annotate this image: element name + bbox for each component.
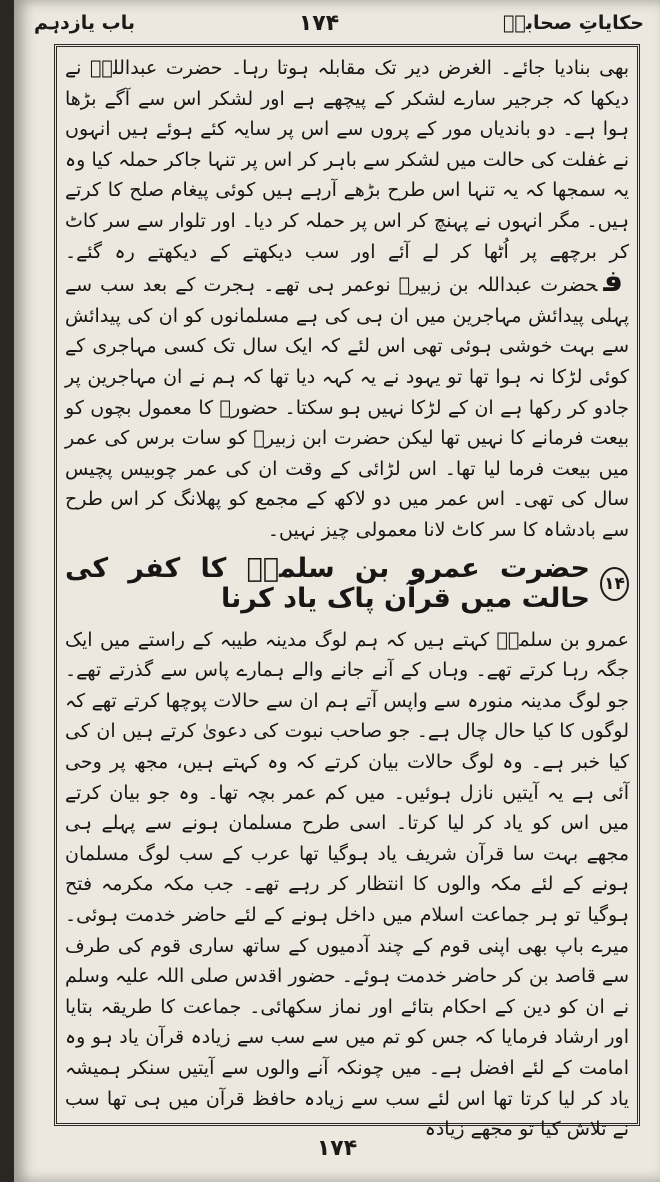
- header-page-number: ۱۷۴: [298, 10, 340, 36]
- paragraph-2: عمرو بن سلمہؓ کہتے ہیں کہ ہم لوگ مدینہ طیبہ کے راستے میں ایک جگہ رہا کرتے تھے۔ وہاں کے آنے جانے والے ہمارے پاس سے گذرتے تھے۔ جو لوگ مدینہ منورہ سے واپس آتے ہم ان سے حالات پوچھا کرتے تھے کہ لوگوں کا کیا حال چال ہے۔ جو صاحب نبوت کی دعویٰ کرتے ہیں ان کی کیا خبر ہے۔ وہ لوگ حالات بیان کرتے کہ وہ کہتے ہیں، مجھ پر وحی آئی ہے یہ آیتیں نازل ہوئیں۔ میں کم عمر بچہ تھا۔ وہ جو بیان کرتے میں اس کو یاد کر لیا کرتا۔ اسی طرح مسلمان ہونے سے پہلے ہی مجھے بہت سا قرآن شریف یاد ہوگیا تھا عرب کے سب لوگ مسلمان ہونے کے لئے مکہ والوں کا انتظار کر رہے تھے۔ جب مکہ مکرمہ فتح ہوگیا تو ہر جماعت اسلام میں داخل ہونے کے لئے حاضر خدمت ہوئی۔ میرے باپ بھی اپنی قوم کے چند آدمیوں کے ساتھ ساری قوم کی طرف سے قاصد بن کر حاضر خدمت ہوئے۔ حضور اقدس صلی اللہ علیہ وسلم نے ان کو دین کے احکام بتائے اور نماز سکھائی۔ جماعت کا طریقہ بتایا اور ارشاد فرمایا کہ جس کو تم میں سے سب سے زیادہ قرآن یاد ہو وہ امامت کے لئے افضل ہے۔ میں چونکہ آنے والوں سے آیتیں سنکر ہمیشہ یاد کر لیا کرتا تھا اس لئے سب سے زیادہ حافظ قرآن میں ہی تھا سب نے تلاش کیا تو مجھے زیادہ: [65, 628, 629, 1141]
- section-title: حضرت عمرو بن سلمہؓ کا کفر کی حالت میں قرآن پاک یاد کرنا: [65, 552, 590, 615]
- book-page: [14, 0, 660, 1182]
- section-heading: [65, 554, 629, 615]
- book-title: حکایاتِ صحابہؓ: [503, 12, 644, 34]
- note-mark: ف: [603, 264, 623, 300]
- paragraph-1-note: حضرت عبداللہ بن زبیرؓ نوعمر ہی تھے۔ ہجرت کے بعد سب سے پہلی پیدائش مہاجرین میں ان ہی کی ہے مسلمانوں کو ان کی پیدائش سے بہت خوشی ہوئی تھی اس لئے کہ ایک سال تک کسی مہاجری کے کوئی لڑکا نہ ہوا تھا تو یہود نے یہ کہہ دیا تھا کہ ہم نے ان مہاجرین پر جادو کر رکھا ہے ان کے لڑکا نہیں ہو سکتا۔ حضورؐ کا معمول بچوں کو بیعت فرمانے کا نہیں تھا لیکن حضرت ابن زبیرؓ کو سات برس کی عمر میں بیعت فرما لیا تھا۔ اس لڑائی کے وقت ان کی عمر چوبیس پچیس سال کی تھی۔ اس عمر میں دو لاکھ کے مجمع کو پھلانگ کر اس طرح سے بادشاہ کا سر کاٹ لانا معمولی چیز نہیں۔: [65, 274, 629, 541]
- running-header: [34, 6, 644, 40]
- paragraph-1: [65, 53, 629, 546]
- text-frame: [54, 44, 640, 1141]
- paragraph-1-text: بھی بنادیا جائے۔ الغرض دیر تک مقابلہ ہوتا رہا۔ حضرت عبداللہؓ نے دیکھا کہ جرجیر سارے لشکر کے پیچھے ہے اور لشکر اس سے آگے بڑھا ہوا ہے۔ دو باندیاں مور کے پروں سے اس پر سایہ کئے ہوئے ہیں انہوں نے غفلت کی حالت میں لشکر سے باہر کر اس پر تنہا جاکر حملہ کیا وہ یہ سمجھا کہ یہ تنہا اس طرح بڑھے آرہے ہیں کوئی پیغام صلح کا کرتے ہیں۔ مگر انہوں نے پہنچ کر اس پر حملہ کر دیا۔ اور تلوار سے سر کاٹ کر برچھے پر اُٹھا کر لے آئے اور سب دیکھتے کے دیکھتے رہ گئے۔: [65, 57, 629, 263]
- body-text: [65, 53, 629, 1145]
- section-number: ۱۴: [600, 567, 629, 601]
- footer-page-number: ۱۷۴: [316, 1136, 358, 1161]
- chapter-heading: باب یازدہم: [34, 12, 135, 34]
